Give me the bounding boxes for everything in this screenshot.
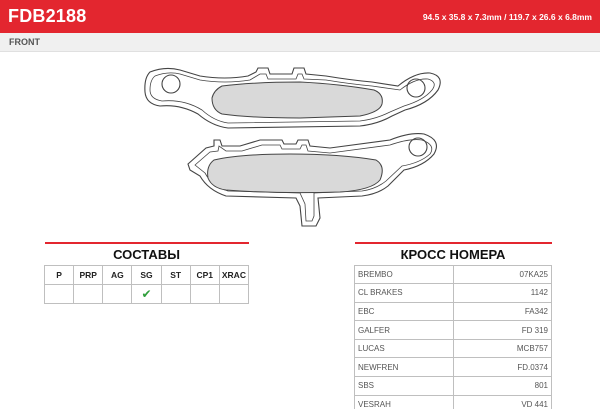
compounds-table <box>44 242 249 304</box>
table-row <box>355 302 552 321</box>
table-row <box>355 395 552 409</box>
cross-number: FD.0374 <box>453 358 552 377</box>
cross-brand: CL BRAKES <box>355 284 454 303</box>
cross-number: FD 319 <box>453 321 552 340</box>
compound-cell <box>74 284 103 303</box>
compound-cell <box>161 284 190 303</box>
position-label: FRONT <box>9 37 40 47</box>
cross-brand: SBS <box>355 377 454 396</box>
compound-header: CP1 <box>190 265 219 284</box>
cross-number: 801 <box>453 377 552 396</box>
cross-title: КРОСС НОМЕРА <box>355 243 552 265</box>
compound-cell <box>45 284 74 303</box>
upper-friction-material <box>212 82 382 118</box>
table-row <box>355 358 552 377</box>
compound-header: SG <box>132 265 161 284</box>
compound-cell <box>103 284 132 303</box>
table-row <box>355 377 552 396</box>
product-dimensions: 94.5 x 35.8 x 7.3mm / 119.7 x 26.6 x 6.8mm <box>422 12 592 22</box>
cross-number: VD 441 <box>453 395 552 409</box>
cross-brand: BREMBO <box>355 265 454 284</box>
compounds-title: СОСТАВЫ <box>45 243 249 265</box>
table-row <box>355 265 552 284</box>
cross-brand: NEWFREN <box>355 358 454 377</box>
compound-cell <box>190 284 219 303</box>
brake-pad-drawing <box>0 52 600 232</box>
compound-header: XRAC <box>219 265 248 284</box>
lower-pad <box>188 134 436 226</box>
compound-header: P <box>45 265 74 284</box>
cross-brand: VESRAH <box>355 395 454 409</box>
header-bar <box>0 0 600 33</box>
table-row <box>355 339 552 358</box>
compound-header: PRP <box>74 265 103 284</box>
upper-right-hole <box>407 79 425 97</box>
lower-friction-material <box>208 154 383 193</box>
product-code: FDB2188 <box>8 6 87 26</box>
cross-brand: LUCAS <box>355 339 454 358</box>
position-bar <box>0 33 600 52</box>
compound-header: AG <box>103 265 132 284</box>
check-icon: ✔ <box>132 284 161 303</box>
cross-number: FA342 <box>453 302 552 321</box>
cross-brand: EBC <box>355 302 454 321</box>
compound-cell <box>219 284 248 303</box>
compound-header: ST <box>161 265 190 284</box>
cross-number: 07KA25 <box>453 265 552 284</box>
cross-number: MCB757 <box>453 339 552 358</box>
cross-brand: GALFER <box>355 321 454 340</box>
table-row <box>355 284 552 303</box>
cross-reference-table <box>354 242 552 409</box>
cross-number: 1142 <box>453 284 552 303</box>
lower-mounting-hole <box>409 138 427 156</box>
upper-mounting-hole <box>162 75 180 93</box>
table-row <box>355 321 552 340</box>
upper-pad <box>145 68 440 128</box>
